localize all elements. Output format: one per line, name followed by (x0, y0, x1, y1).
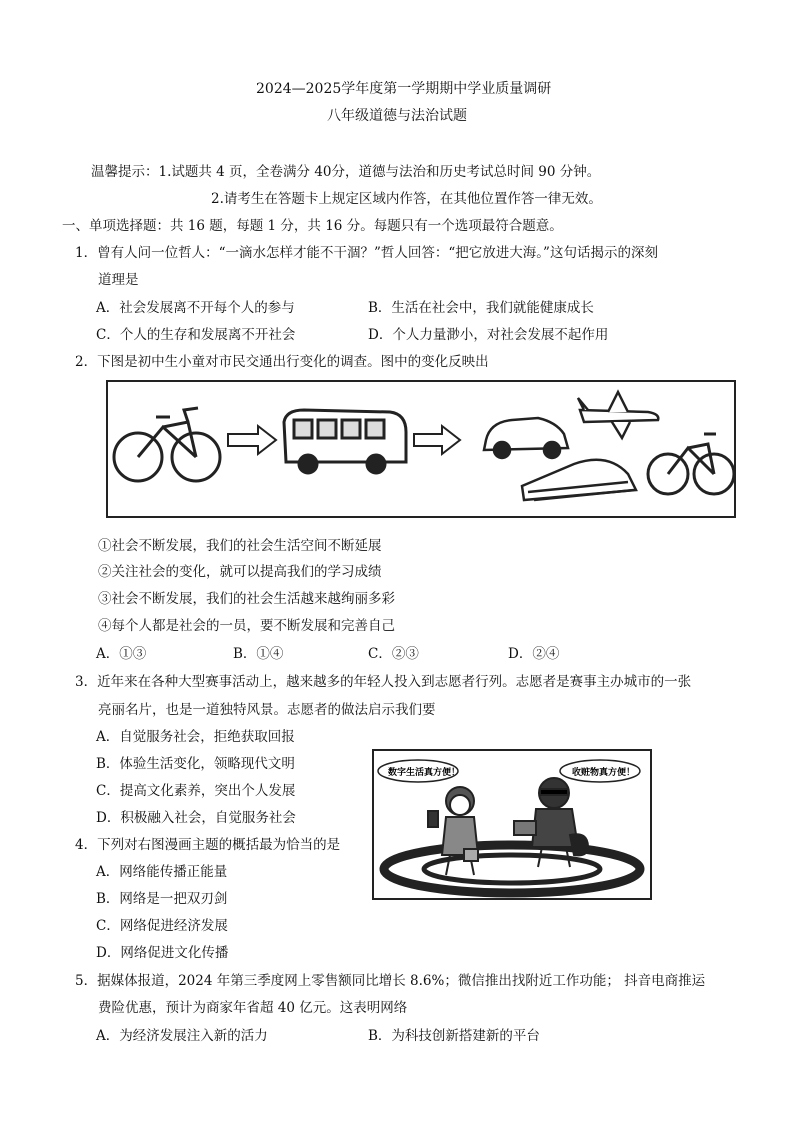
q3-option-a: A．自觉服务社会，拒绝获取回报 (96, 729, 295, 745)
q2-option-b: B．①④ (233, 646, 284, 662)
exam-subtitle: 八年级道德与法治试题 (327, 108, 467, 124)
at-symbol-icon (384, 845, 640, 893)
bicycle-icon (648, 434, 734, 494)
q1-stem-line2: 道理是 (98, 272, 139, 288)
q1-option-c: C．个人的生存和发展离不开社会 (96, 327, 296, 343)
q4-stem: 4．下列对右图漫画主题的概括最为恰当的是 (75, 837, 341, 853)
q3-option-c: C．提高文化素养，突出个人发展 (96, 783, 296, 799)
q3-stem-line1: 3．近年来在各种大型赛事活动上，越来越多的年轻人投入到志愿者行列。志愿者是赛事主办城市的一张 (75, 674, 692, 690)
internet-cartoon (372, 749, 652, 900)
train-icon (522, 460, 636, 500)
q4-option-d: D．网络促进文化传播 (96, 945, 229, 961)
notice-line-1: 温馨提示：1.试题共 4 页，全卷满分 40分，道德与法治和历史考试总时间 90 分钟。 (91, 164, 601, 180)
bubble-left-text: 数字生活真方便！ (388, 768, 461, 778)
section-heading: 一、单项选择题：共 16 题，每题 1 分，共 16 分。每题只有一个选项最符合题意。 (62, 218, 563, 234)
q1-option-d: D．个人力量渺小，对社会发展不起作用 (368, 327, 609, 343)
q4-option-c: C．网络促进经济发展 (96, 918, 228, 934)
q3-option-b: B．体验生活变化，领略现代文明 (96, 756, 295, 772)
exam-title: 2024—2025学年度第一学期期中学业质量调研 (256, 81, 552, 97)
q5-stem-line1: 5．据媒体报道，2024 年第三季度网上零售额同比增长 8.6%；微信推出找附近工作功能； 抖音电商推运 (75, 973, 706, 989)
q2-statement-3: ③社会不断发展，我们的社会生活越来越绚丽多彩 (98, 591, 395, 607)
q1-option-a: A．社会发展离不开每个人的参与 (96, 300, 295, 316)
q2-statement-4: ④每个人都是社会的一员，要不断发展和完善自己 (98, 618, 395, 634)
q2-option-c: C．②③ (368, 646, 419, 662)
q3-option-d: D．积极融入社会，自觉服务社会 (96, 810, 296, 826)
q5-option-a: A．为经济发展注入新的活力 (96, 1028, 268, 1044)
notice-line-2: 2.请考生在答题卡上规定区域内作答，在其他位置作答一律无效。 (211, 191, 602, 207)
bicycle-icon (114, 408, 220, 481)
q5-option-b: B．为科技创新搭建新的平台 (368, 1028, 540, 1044)
q4-option-a: A．网络能传播正能量 (96, 864, 228, 880)
q2-option-d: D．②④ (508, 646, 560, 662)
q5-stem-line2: 费险优惠，预计为商家年省超 40 亿元。这表明网络 (98, 1000, 408, 1016)
arrow-icon (414, 426, 460, 454)
q2-statement-2: ②关注社会的变化，就可以提高我们的学习成绩 (98, 564, 382, 580)
q2-statement-1: ①社会不断发展，我们的社会生活空间不断延展 (98, 538, 382, 554)
car-icon (484, 418, 568, 458)
transport-figure (106, 380, 736, 518)
bus-icon (284, 410, 406, 473)
q2-stem: 2．下图是初中生小童对市民交通出行变化的调查。图中的变化反映出 (75, 354, 489, 370)
q4-option-b: B．网络是一把双刃剑 (96, 891, 228, 907)
q1-stem-line1: 1．曾有人问一位哲人：“一滴水怎样才能不干涸？”哲人回答：“把它放进大海。”这句话揭示的深刻 (75, 245, 658, 261)
bubble-right-text: 收赃物真方便！ (572, 768, 636, 778)
q3-stem-line2: 亮丽名片，也是一道独特风景。志愿者的做法启示我们要 (98, 702, 436, 718)
q1-option-b: B．生活在社会中，我们就能健康成长 (368, 300, 594, 316)
q2-option-a: A．①③ (96, 646, 147, 662)
airplane-icon (578, 392, 658, 438)
arrow-icon (228, 426, 276, 454)
